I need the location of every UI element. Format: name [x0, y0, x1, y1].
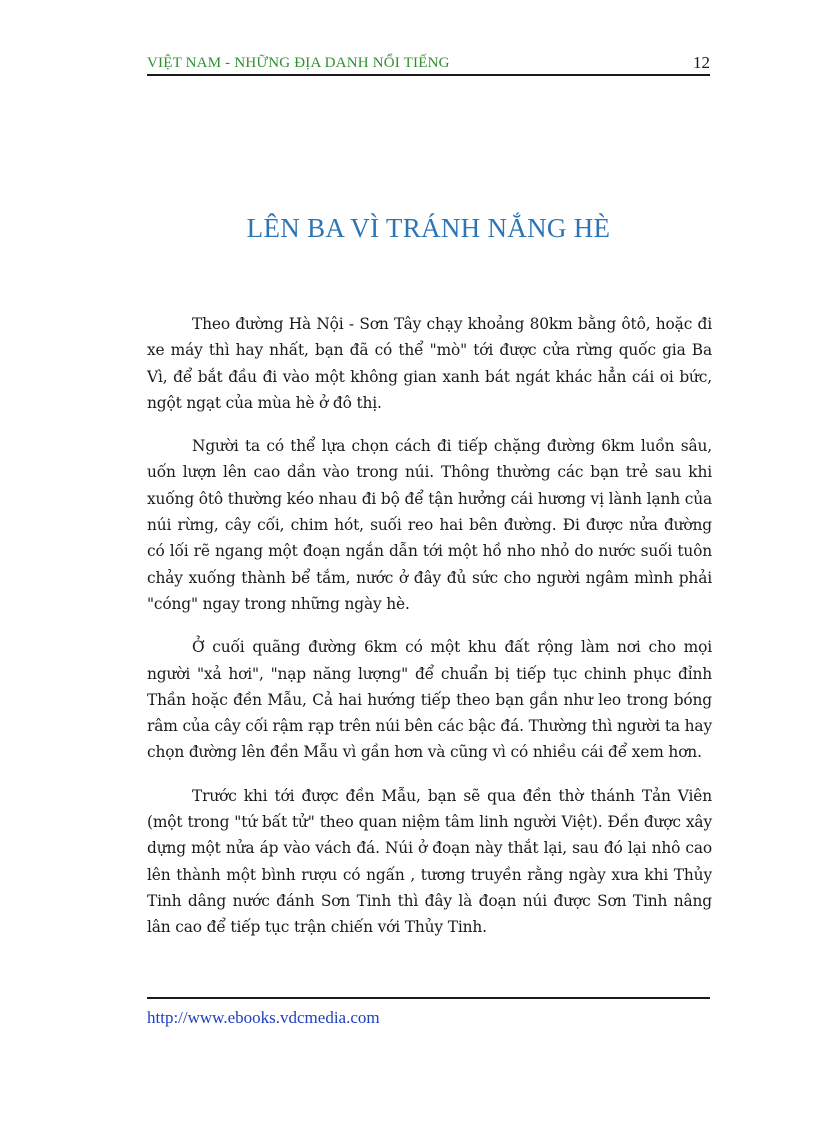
paragraph: Theo đường Hà Nội - Sơn Tây chạy khoảng 80km bằng ôtô, hoặc đi xe máy thì hay nhất, bạn đã có thể "mò" tới được cửa rừng quốc gia Ba Vì, để bắt đầu đi vào một không gian xanh bát ngát khác hẳn cái oi bức, ngột ngạt của mùa hè ở đô thị. — [147, 315, 712, 412]
paragraph: Trước khi tới được đền Mẫu, bạn sẽ qua đền thờ thánh Tản Viên (một trong "tứ bất tử" theo quan niệm tâm linh người Việt). Đền được xây dựng một nửa áp vào vách đá. Núi ở đoạn này thắt lại, sau đó lại nhô cao lên thành một bình rượu có ngấn , tương truyền rằng ngày xưa khi Thủy Tinh dâng nước đánh Sơn Tinh thì đây là đoạn núi được Sơn Tinh nâng lân cao để tiếp tục trận chiến với Thủy Tinh. — [147, 786, 712, 937]
paragraph: Ở cuối quãng đường 6km có một khu đất rộng làm nơi cho mọi người "xả hơi", "nạp năng lượng" để chuẩn bị tiếp tục chinh phục đỉnh Thần hoặc đền Mẫu, Cả hai hướng tiếp theo bạn gần như leo trong bóng râm của cây cối rậm rạp trên núi bên các bậc đá. Thường thì người ta hay chọn đường lên đền Mẫu vì gần hơn và cũng vì có nhiều cái để xem hơn. — [147, 638, 712, 762]
footer-divider — [147, 997, 710, 999]
book-title: VIỆT NAM - NHỮNG ĐỊA DANH NỔI TIẾNG — [147, 55, 450, 71]
article-title: LÊN BA VÌ TRÁNH NẮNG HÈ — [246, 213, 611, 243]
page-header — [147, 52, 710, 76]
footer-website-link[interactable]: http://www.ebooks.vdcmedia.com — [147, 1008, 380, 1027]
article-body — [147, 311, 712, 958]
paragraph: Người ta có thể lựa chọn cách đi tiếp chặng đường 6km luồn sâu, uốn lượn lên cao dần vào trong núi. Thông thường các bạn trẻ sau khi xuống ôtô thường kéo nhau đi bộ để tận hưởng cái hương vị lành lạnh của núi rừng, cây cối, chim hót, suối reo hai bên đường. Đi được nửa đường có lối rẽ ngang một đoạn ngắn dẫn tới một hồ nho nhỏ do nước suối tuôn chảy xuống thành bể tắm, nước ở đây đủ sức cho người ngâm mình phải "cóng" ngay trong những ngày hè. — [147, 437, 712, 613]
page-number: 12 — [693, 53, 710, 72]
